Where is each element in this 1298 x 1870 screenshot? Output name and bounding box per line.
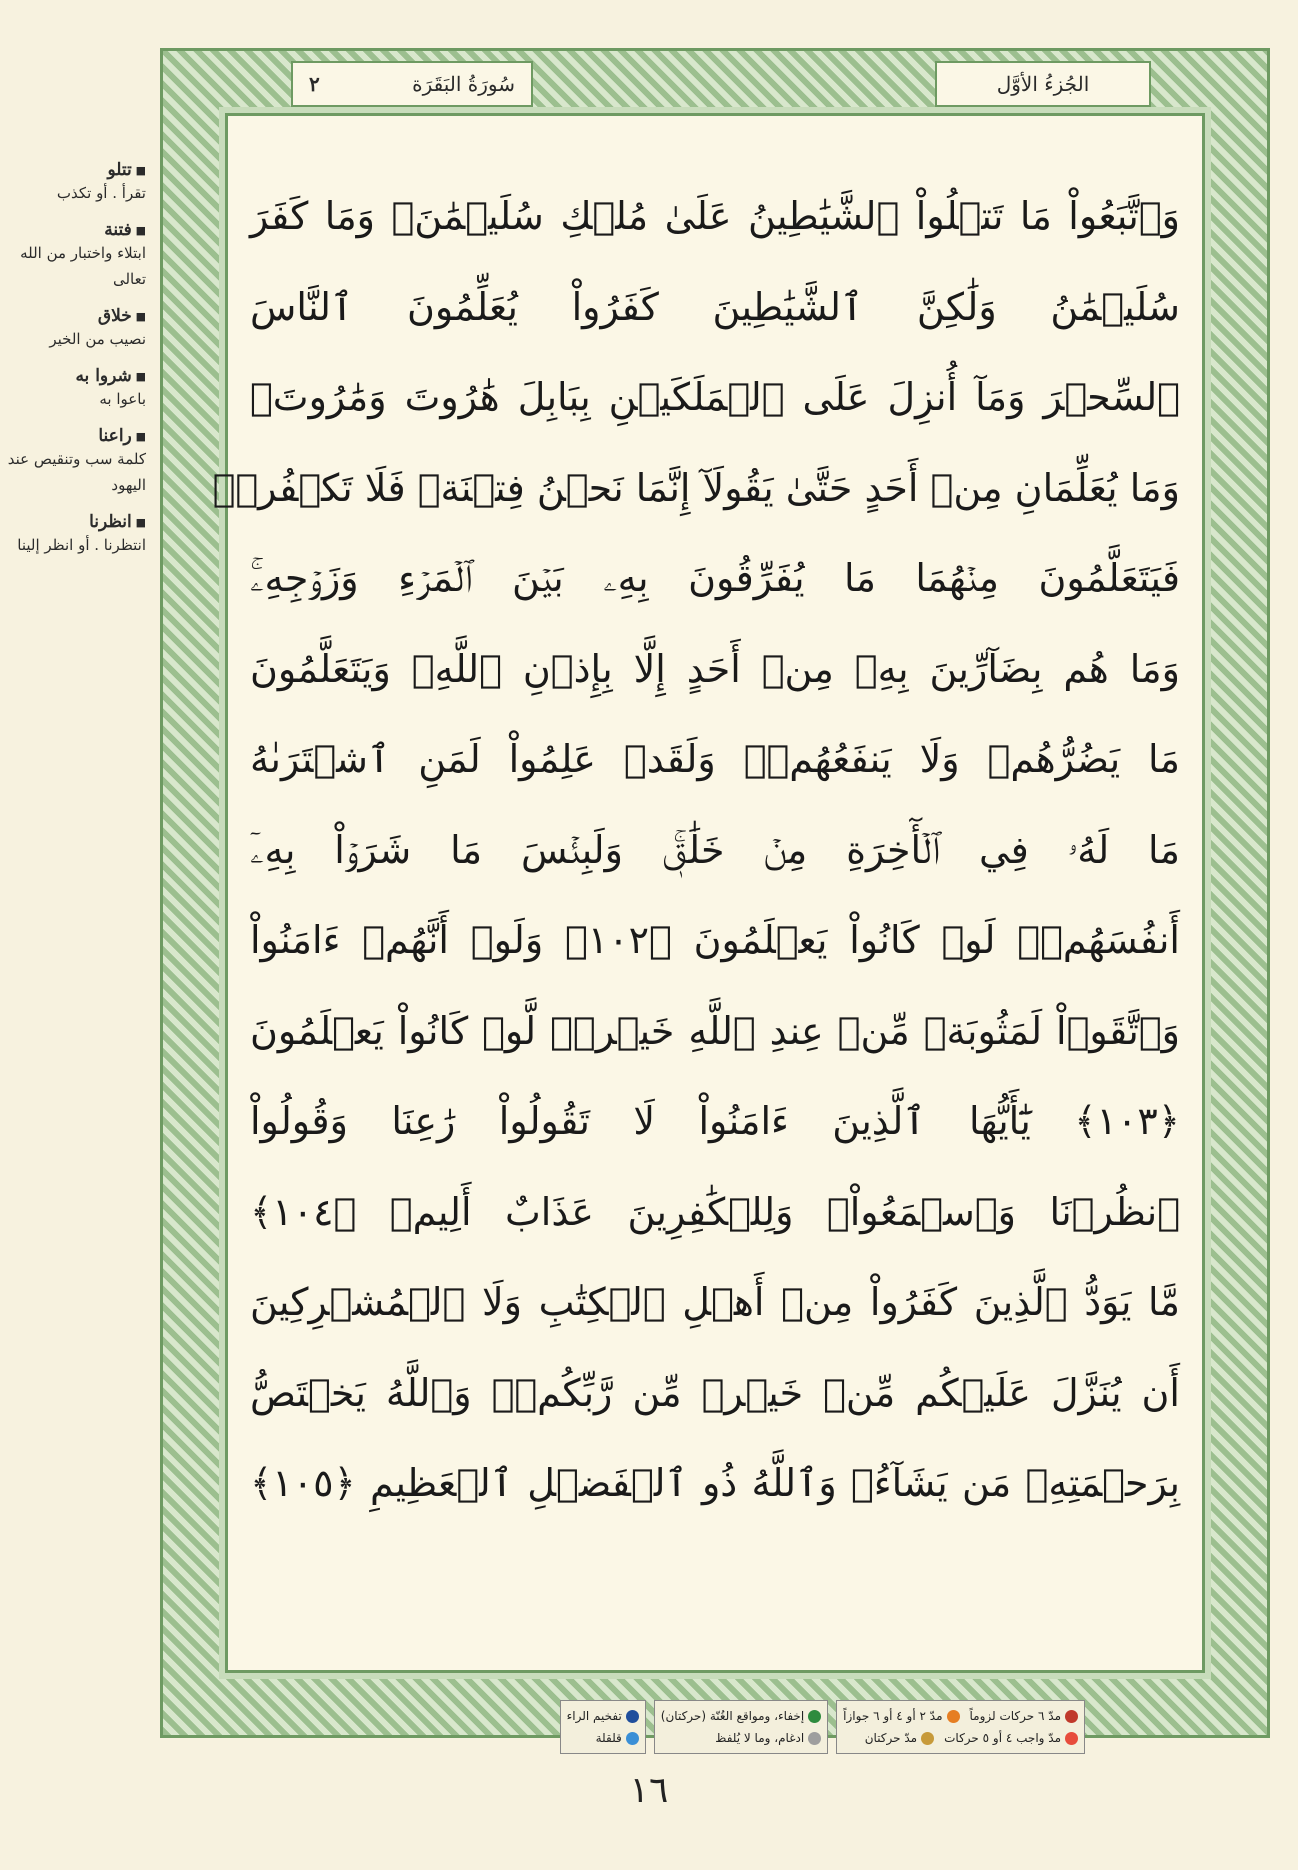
verse-line: ٱنظُرۡنَا وَٱسۡمَعُواْۗ وَلِلۡكَٰفِرِينَ عَذَابٌ أَلِيمٞ ﴿١٠٤﴾ <box>250 1189 1180 1234</box>
surah-number: ٢ <box>309 72 320 96</box>
verse-line: مَا يَضُرُّهُمۡ وَلَا يَنفَعُهُمۡۚ وَلَقَدۡ عَلِمُواْ لَمَنِ ٱشۡتَرَىٰهُ <box>250 737 1180 781</box>
legend-label: ادغام، وما لا يُلفظ <box>715 1731 805 1745</box>
glossary-word: ■ انظرنا <box>4 512 146 532</box>
legend-ghunna <box>654 1700 828 1754</box>
legend-item <box>567 1731 639 1745</box>
color-dot-icon <box>808 1732 821 1745</box>
legend-label: مدّ واجب ٤ أو ٥ حركات <box>944 1731 1061 1745</box>
glossary-definition: انتظرنا . أو انظر إلينا <box>17 536 146 554</box>
verse-line: وَمَا هُم بِضَآرِّينَ بِهِۦ مِنۡ أَحَدٍ إِلَّا بِإِذۡنِ ٱللَّهِۚ وَيَتَعَلَّمُونَ <box>250 646 1180 691</box>
glossary-item <box>0 426 152 498</box>
color-dot-icon <box>921 1732 934 1745</box>
legend-item <box>970 1709 1079 1723</box>
glossary-word: ■ راعنا <box>4 426 146 446</box>
legend-item <box>944 1731 1078 1745</box>
legend-label: إخفاء، ومواقع الغُنّة (حركتان) <box>660 1709 805 1723</box>
glossary-definition: نصيب من الخير <box>49 330 146 348</box>
glossary-definition: كلمة سب وتنقيص عند اليهود <box>7 450 146 494</box>
legend-item <box>865 1731 934 1745</box>
verse-line: وَمَا يُعَلِّمَانِ مِنۡ أَحَدٍ حَتَّىٰ يَقُولَآ إِنَّمَا نَحۡنُ فِتۡنَةٞ فَلَا تَكۡفُرۡۖ <box>212 465 1180 510</box>
legend-label: قلقلة <box>595 1731 622 1745</box>
verse-line: مَّا يَوَدُّ ٱلَّذِينَ كَفَرُواْ مِنۡ أَهۡلِ ٱلۡكِتَٰبِ وَلَا ٱلۡمُشۡرِكِينَ <box>250 1280 1180 1324</box>
glossary-item <box>0 160 152 206</box>
verse-text <box>212 116 1202 1670</box>
glossary-item <box>0 366 152 412</box>
glossary-item <box>0 512 152 558</box>
legend-item <box>661 1731 821 1745</box>
glossary-item <box>0 220 152 292</box>
verse-line: مَا لَهُۥ فِي ٱلۡأٓخِرَةِ مِنۡ خَلَٰقٖۚ وَلَبِئۡسَ مَا شَرَوۡاْ بِهِۦٓ <box>250 827 1180 872</box>
color-dot-icon <box>1065 1710 1078 1723</box>
ornamental-frame <box>160 48 1270 1738</box>
legend-label: مدّ ٦ حركات لزوماً <box>969 1709 1061 1723</box>
text-panel <box>212 113 1205 1673</box>
glossary-item <box>0 306 152 352</box>
verse-line: ﴿١٠٣﴾ يَٰٓأَيُّهَا ٱلَّذِينَ ءَامَنُواْ لَا تَقُولُواْ رَٰعِنَا وَقُولُواْ <box>250 1099 1180 1143</box>
color-dot-icon <box>1065 1732 1078 1745</box>
legend-label: مدّ حركتان <box>864 1731 918 1745</box>
juz-header <box>935 61 1151 107</box>
glossary-definition: باعوا به <box>99 390 146 408</box>
verse-line: ٱلسِّحۡرَ وَمَآ أُنزِلَ عَلَى ٱلۡمَلَكَيۡنِ بِبَابِلَ هَٰرُوتَ وَمَٰرُوتَۚ <box>250 375 1180 419</box>
glossary-definition: تقرأ . أو تكذب <box>56 184 146 202</box>
legend-item <box>567 1709 639 1723</box>
tajweed-legend <box>385 1700 1085 1754</box>
glossary-word: ■ شروا به <box>4 366 146 386</box>
color-dot-icon <box>808 1710 821 1723</box>
glossary-sidebar <box>0 160 152 572</box>
verse-line: وَٱتَّبَعُواْ مَا تَتۡلُواْ ٱلشَّيَٰطِينُ عَلَىٰ مُلۡكِ سُلَيۡمَٰنَۖ وَمَا كَفَرَ <box>250 194 1180 238</box>
color-dot-icon <box>626 1732 639 1745</box>
surah-header <box>291 61 533 107</box>
verse-line: أَن يُنَزَّلَ عَلَيۡكُم مِّنۡ خَيۡرٖ مِّن رَّبِّكُمۡۗ وَٱللَّهُ يَخۡتَصُّ <box>250 1370 1180 1415</box>
verse-line: أَنفُسَهُمۡۚ لَوۡ كَانُواْ يَعۡلَمُونَ ﴿١٠٢﴾ وَلَوۡ أَنَّهُمۡ ءَامَنُواْ <box>250 918 1180 962</box>
glossary-word: ■ تتلو <box>4 160 146 180</box>
legend-madd <box>836 1700 1085 1754</box>
glossary-word: ■ خلاق <box>4 306 146 326</box>
verse-line: وَٱتَّقَوۡاْ لَمَثُوبَةٞ مِّنۡ عِندِ ٱللَّهِ خَيۡرٞۖ لَّوۡ كَانُواْ يَعۡلَمُونَ <box>250 1008 1180 1053</box>
legend-item <box>843 1709 959 1723</box>
page-number: ١٦ <box>629 1770 669 1811</box>
glossary-definition: ابتلاء واختبار من الله تعالى <box>20 244 146 288</box>
color-dot-icon <box>947 1710 960 1723</box>
juz-label: الجُزءُ الأوَّل <box>996 72 1090 96</box>
verse-line: بِرَحۡمَتِهِۦ مَن يَشَآءُۚ وَٱللَّهُ ذُو ٱلۡفَضۡلِ ٱلۡعَظِيمِ ﴿١٠٥﴾ <box>250 1461 1180 1505</box>
verse-line: سُلَيۡمَٰنُ وَلَٰكِنَّ ٱلشَّيَٰطِينَ كَفَرُواْ يُعَلِّمُونَ ٱلنَّاسَ <box>250 284 1180 329</box>
legend-item <box>661 1709 821 1723</box>
verse-line: فَيَتَعَلَّمُونَ مِنۡهُمَا مَا يُفَرِّقُونَ بِهِۦ بَيۡنَ ٱلۡمَرۡءِ وَزَوۡجِهِۦۚ <box>250 556 1180 600</box>
legend-tafkhim <box>560 1700 646 1754</box>
glossary-word: ■ فتنة <box>4 220 146 240</box>
surah-name: سُورَةُ البَقَرَة <box>412 72 515 96</box>
legend-label: مدّ ٢ أو ٤ أو ٦ جوازاً <box>843 1709 943 1723</box>
legend-label: تفخيم الراء <box>566 1709 622 1723</box>
color-dot-icon <box>626 1710 639 1723</box>
